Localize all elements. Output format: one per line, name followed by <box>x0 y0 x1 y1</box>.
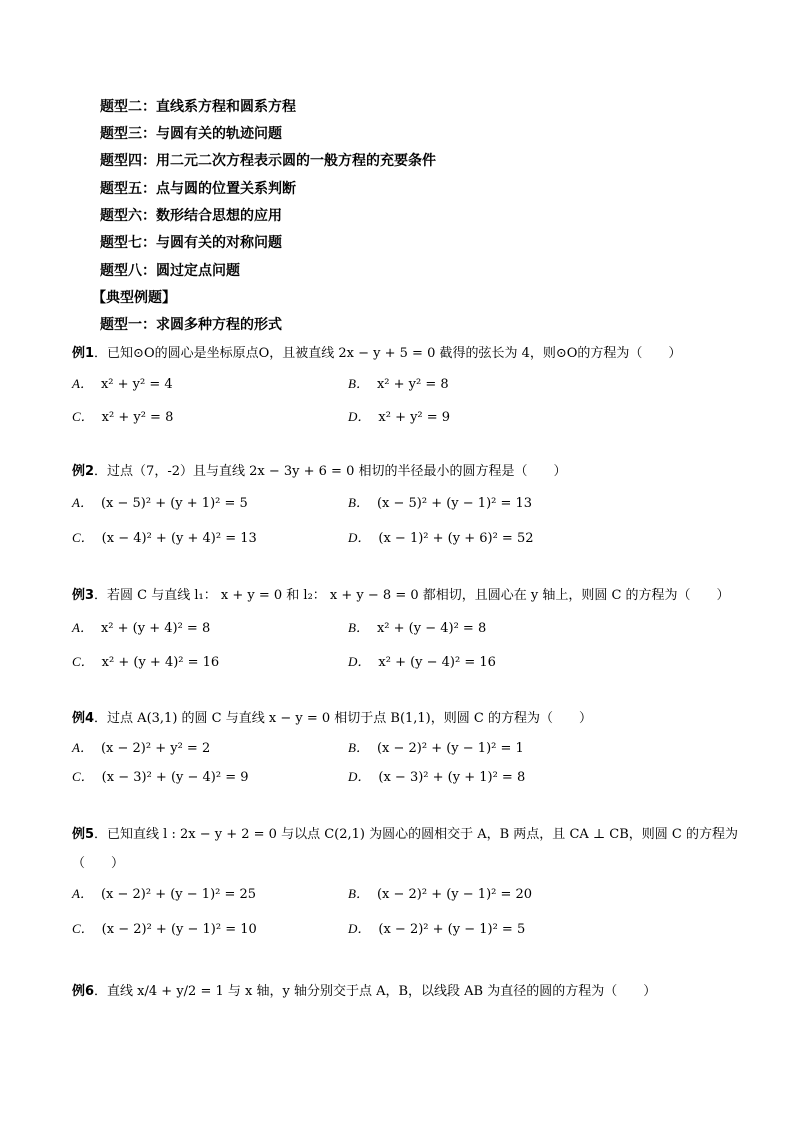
option-text: x² + (y + 4)² = 8 <box>100 621 211 636</box>
option-letter: B． <box>348 376 369 391</box>
example-5-option-b <box>348 883 532 902</box>
option-letter: B． <box>348 740 369 755</box>
option-letter: A． <box>72 620 93 635</box>
type-1-line: 题型一：求圆多种方程的形式 <box>100 317 282 333</box>
example-6-label: 例6 <box>72 984 95 999</box>
option-letter: D． <box>348 921 371 936</box>
example-1-option-b <box>348 373 449 392</box>
option-text: x² + y² = 8 <box>376 377 449 392</box>
example-2-text: ．过点（7，-2）且与直线 2x − 3y + 6 = 0 相切的半径最小的圆方程是（ ） <box>94 464 567 479</box>
option-text: (x − 4)² + (y + 4)² = 13 <box>101 531 257 546</box>
example-3-label: 例3 <box>72 588 95 603</box>
example-4-option-d <box>348 766 525 785</box>
example-2-label: 例2 <box>72 464 95 479</box>
option-text: (x − 2)² + (y − 1)² = 25 <box>100 887 257 902</box>
example-3-text: ．若圆 C 与直线 l₁： x + y = 0 和 l₂： x + y − 8 = 0 都相切，且圆心在 y 轴上，则圆 C 的方程为（ ） <box>94 588 730 603</box>
option-text: x² + y² = 9 <box>378 410 451 425</box>
example-1-option-c <box>72 406 173 425</box>
example-2-stem <box>72 460 566 479</box>
example-5-stem-continued: （ ） <box>72 856 125 871</box>
example-2-option-a <box>72 492 248 511</box>
option-letter: C． <box>72 409 94 424</box>
option-letter: D． <box>348 769 371 784</box>
option-text: (x − 2)² + (y − 1)² = 20 <box>376 887 533 902</box>
example-3-stem <box>72 584 730 603</box>
example-4-stem <box>72 707 592 726</box>
example-4-option-a <box>72 737 210 756</box>
option-text: x² + (y − 4)² = 16 <box>378 655 496 670</box>
example-2-option-d <box>348 527 534 546</box>
option-text: (x − 2)² + y² = 2 <box>100 741 211 756</box>
option-letter: D． <box>348 654 371 669</box>
option-text: x² + y² = 8 <box>101 410 174 425</box>
type-5-line: 题型五：点与圆的位置关系判断 <box>100 181 296 197</box>
example-1-option-a <box>72 373 173 392</box>
example-5-label: 例5 <box>72 827 95 842</box>
option-text: (x − 1)² + (y + 6)² = 52 <box>378 531 534 546</box>
example-2-option-b <box>348 492 532 511</box>
example-3-option-a <box>72 617 210 636</box>
type-3-line: 题型三：与圆有关的轨迹问题 <box>100 126 282 142</box>
option-text: (x − 2)² + (y − 1)² = 10 <box>101 922 257 937</box>
example-4-label: 例4 <box>72 711 95 726</box>
example-4-option-b <box>348 737 524 756</box>
example-1-label: 例1 <box>72 346 95 361</box>
example-5-option-d <box>348 918 525 937</box>
example-5-option-a <box>72 883 256 902</box>
type-2-line: 题型二：直线系方程和圆系方程 <box>100 99 296 115</box>
option-letter: B． <box>348 886 369 901</box>
type-7-line: 题型七：与圆有关的对称问题 <box>100 235 282 251</box>
option-text: (x − 3)² + (y + 1)² = 8 <box>378 770 526 785</box>
example-2-option-c <box>72 527 257 546</box>
option-letter: A． <box>72 886 93 901</box>
option-letter: C． <box>72 654 94 669</box>
option-text: x² + (y + 4)² = 16 <box>101 655 220 670</box>
type-8-line: 题型八：圆过定点问题 <box>100 263 240 279</box>
example-5-text: ．已知直线 l : 2x − y + 2 = 0 与以点 C(2,1) 为圆心的圆相交于 A，B 两点，且 CA ⊥ CB，则圆 C 的方程为 <box>94 827 738 842</box>
option-letter: A． <box>72 376 93 391</box>
option-letter: C． <box>72 530 94 545</box>
section-heading: 【典型例题】 <box>92 290 176 306</box>
option-letter: B． <box>348 495 369 510</box>
example-3-option-c <box>72 651 219 670</box>
example-3-option-b <box>348 617 486 636</box>
example-6-stem <box>72 980 656 999</box>
option-text: (x − 2)² + (y − 1)² = 5 <box>378 922 526 937</box>
option-letter: A． <box>72 495 93 510</box>
option-text: (x − 2)² + (y − 1)² = 1 <box>376 741 524 756</box>
example-4-option-c <box>72 766 249 785</box>
example-4-text: ．过点 A(3,1) 的圆 C 与直线 x − y = 0 相切于点 B(1,1)，则圆 C 的方程为（ ） <box>94 711 592 726</box>
option-letter: C． <box>72 769 94 784</box>
option-letter: D． <box>348 409 371 424</box>
option-letter: C． <box>72 921 94 936</box>
example-1-text: ．已知⊙O的圆心是坐标原点O，且被直线 2x − y + 5 = 0 截得的弦长为 4，则⊙O的方程为（ ） <box>94 346 682 361</box>
example-5-option-c <box>72 918 257 937</box>
example-1-stem <box>72 342 681 361</box>
type-6-line: 题型六：数形结合思想的应用 <box>100 208 282 224</box>
type-4-line: 题型四：用二元二次方程表示圆的一般方程的充要条件 <box>100 153 436 169</box>
example-6-text: ．直线 x/4 + y/2 = 1 与 x 轴，y 轴分别交于点 A，B，以线段 AB 为直径的圆的方程为（ ） <box>94 984 657 999</box>
option-text: (x − 5)² + (y − 1)² = 13 <box>376 496 533 511</box>
example-5-stem <box>72 823 738 842</box>
option-text: x² + (y − 4)² = 8 <box>376 621 487 636</box>
option-text: x² + y² = 4 <box>100 377 173 392</box>
option-letter: D． <box>348 530 371 545</box>
option-text: (x − 5)² + (y + 1)² = 5 <box>100 496 248 511</box>
option-letter: A． <box>72 740 93 755</box>
example-3-option-d <box>348 651 496 670</box>
option-text: (x − 3)² + (y − 4)² = 9 <box>101 770 249 785</box>
example-1-option-d <box>348 406 450 425</box>
option-letter: B． <box>348 620 369 635</box>
